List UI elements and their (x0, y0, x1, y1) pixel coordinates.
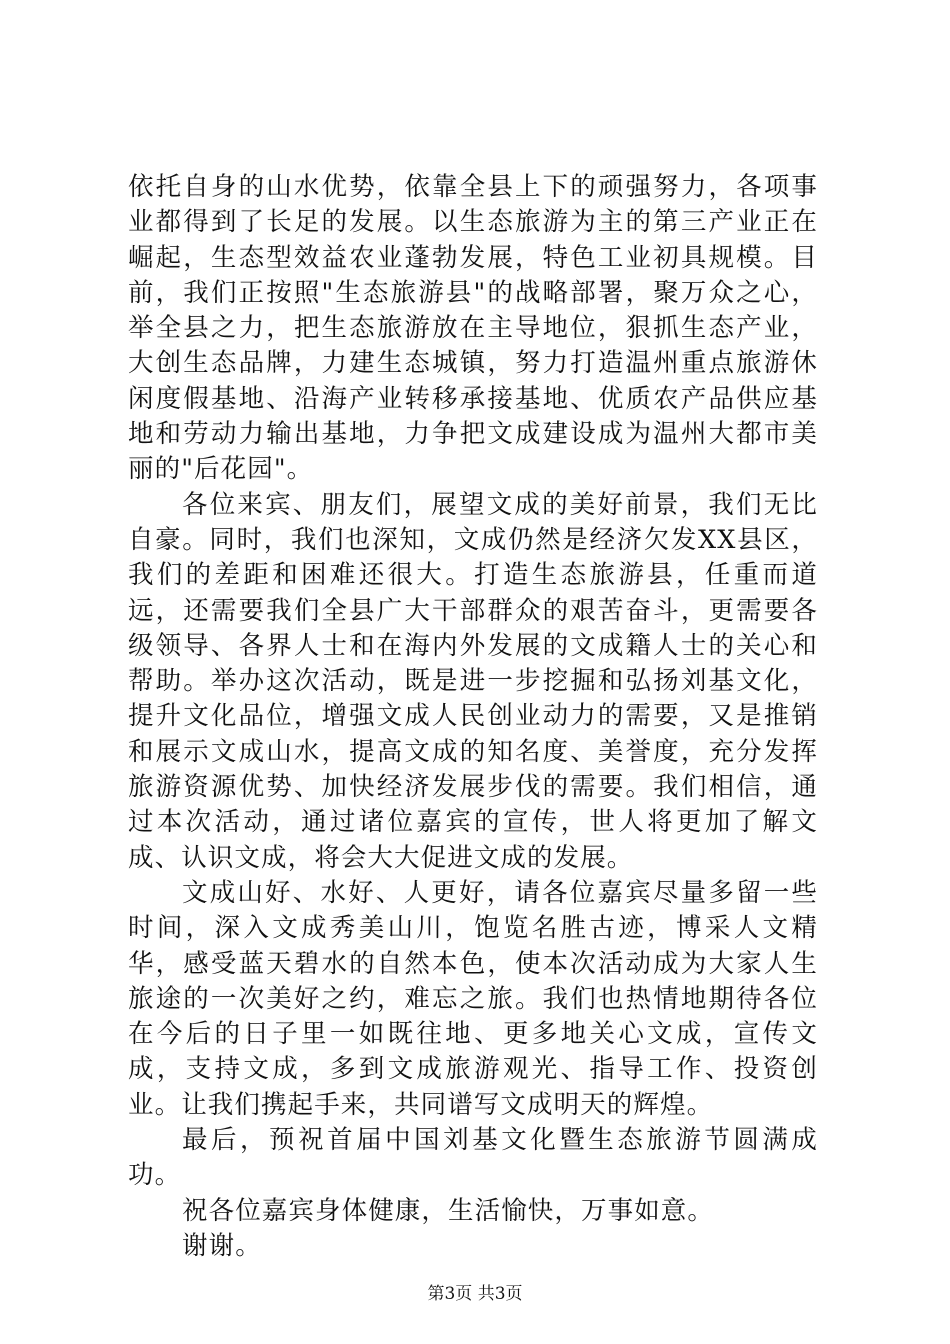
paragraph-3: 文成山好、水好、人更好，请各位嘉宾尽量多留一些时间，深入文成秀美山川，饱览名胜古迹，博采人文精华，感受蓝天碧水的自然本色，使本次活动成为大家人生旅途的一次美好之约，难忘之旅。我们也热情地期待各位在今后的日子里一如既往地、更多地关心文成，宣传文成，支持文成，多到文成旅游观光、指导工作、投资创业。让我们携起手来，共同谱写文成明天的辉煌。 (128, 877, 818, 1120)
page-footer: 第3页 共3页 (427, 1284, 523, 1304)
paragraph-1: 依托自身的山水优势，依靠全县上下的顽强努力，各项事业都得到了长足的发展。以生态旅游为主的第三产业正在崛起，生态型效益农业蓬勃发展，特色工业初具规模。目前，我们正按照"生态旅游县"的战略部署，聚万众之心，举全县之力，把生态旅游放在主导地位，狠抓生态产业，大创生态品牌，力建生态城镇，努力打造温州重点旅游休闲度假基地、沿海产业转移承接基地、优质农产品供应基地和劳动力输出基地，力争把文成建设成为温州大都市美丽的"后花园"。 (128, 172, 818, 485)
paragraph-2: 各位来宾、朋友们，展望文成的美好前景，我们无比自豪。同时，我们也深知，文成仍然是经济欠发XX县区，我们的差距和困难还很大。打造生态旅游县，任重而道远，还需要我们全县广大干部群众的艰苦奋斗，更需要各级领导、各界人士和在海内外发展的文成籍人士的关心和帮助。举办这次活动，既是进一步挖掘和弘扬刘基文化，提升文化品位，增强文成人民创业动力的需要，又是推销和展示文成山水，提高文成的知名度、美誉度，充分发挥旅游资源优势、加快经济发展步伐的需要。我们相信，通过本次活动，通过诸位嘉宾的宣传，世人将更加了解文成、认识文成，将会大大促进文成的发展。 (128, 489, 818, 873)
paragraph-4: 最后，预祝首届中国刘基文化暨生态旅游节圆满成功。 (128, 1125, 818, 1191)
paragraph-6: 谢谢。 (182, 1230, 262, 1261)
document-body (128, 170, 818, 1264)
paragraph-5: 祝各位嘉宾身体健康，生活愉快，万事如意。 (182, 1195, 715, 1226)
